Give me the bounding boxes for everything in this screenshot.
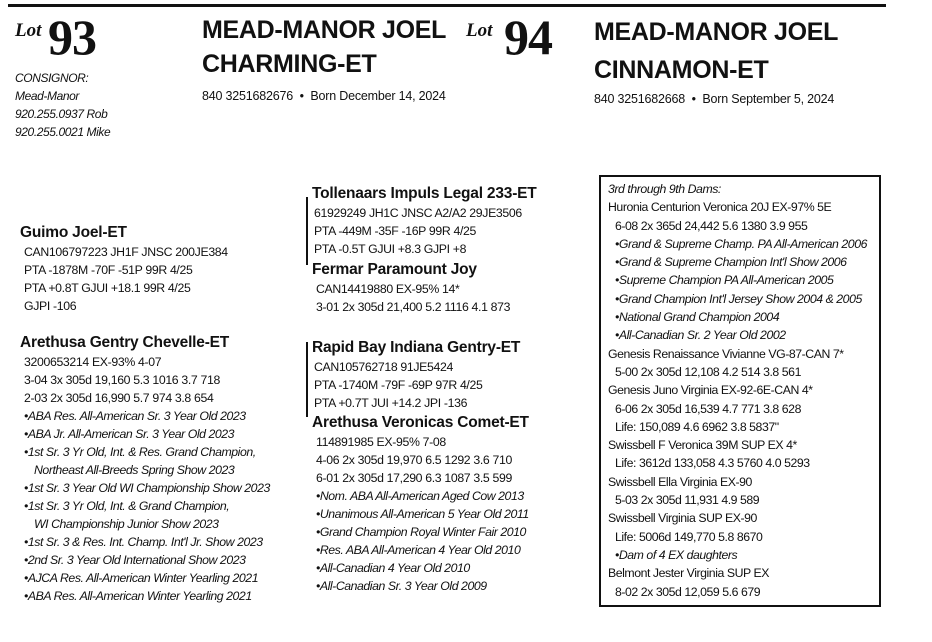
lot-93-label: Lot <box>15 20 42 41</box>
dam-dam-honor: •Unanimous All-American 5 Year Old 2011 <box>316 507 529 521</box>
dam-entry-record: Life: 150,089 4.6 6962 3.8 5837" <box>615 419 779 434</box>
dam-dam-honor: •Res. ABA All-American 4 Year Old 2010 <box>316 543 521 557</box>
dam-entry-name: Genesis Renaissance Vivianne VG-87-CAN 7* <box>608 346 844 361</box>
dam-dam-line: 6-01 2x 305d 17,290 6.3 1087 3.5 599 <box>316 471 512 485</box>
lot-94-number: 94 <box>504 9 552 65</box>
pedigree-rule <box>306 197 308 265</box>
dam-dam-honor: •Nom. ABA All-American Aged Cow 2013 <box>316 489 524 503</box>
lot-93-title-line2: CHARMING-ET <box>202 50 377 78</box>
lot-93-registration <box>202 89 446 103</box>
dam-entry-name: Swissbell F Veronica 39M SUP EX 4* <box>608 438 797 453</box>
dam-entry-honor: •Grand Champion Int'l Jersey Show 2004 & 2005 <box>615 291 862 306</box>
dam-honor: Northeast All-Breeds Spring Show 2023 <box>34 463 235 477</box>
lot-93-born: Born December 14, 2024 <box>310 89 446 103</box>
top-rule <box>8 4 886 7</box>
consignor-name: Mead-Manor <box>15 89 80 103</box>
dam-sire-line: PTA +0.7T JUI +14.2 JPI -136 <box>314 396 468 410</box>
dam-honor: •1st Sr. 3 Yr Old, Int. & Res. Grand Champion, <box>24 445 256 459</box>
dam-dam-block <box>312 413 529 595</box>
dam-sire-line: CAN105762718 91JE5424 <box>314 360 453 374</box>
consignor-block <box>15 69 110 141</box>
dam-entry-record: 5-03 2x 305d 11,931 4.9 589 <box>615 493 760 508</box>
dam-honor: •ABA Res. All-American Sr. 3 Year Old 2023 <box>24 409 246 423</box>
sire-block <box>20 223 228 315</box>
dam-entry-honor: •National Grand Champion 2004 <box>615 310 780 325</box>
dam-name: Arethusa Gentry Chevelle-ET <box>20 334 230 351</box>
dam-entry-honor: •Dam of 4 EX daughters <box>615 547 738 562</box>
lot-94-born: Born September 5, 2024 <box>702 92 835 106</box>
dam-honor: •1st Sr. 3 Yr Old, Int. & Grand Champion, <box>24 499 230 513</box>
bullet-separator: • <box>688 92 700 106</box>
consignor-phone: 920.255.0021 Mike <box>15 125 111 139</box>
lot-93-reg-id: 840 3251682676 <box>202 89 294 103</box>
sire-line: GJPI -106 <box>24 299 77 313</box>
lot-94-title-line2: CINNAMON-ET <box>594 56 769 84</box>
consignor-heading: CONSIGNOR: <box>15 71 89 85</box>
dam-sire-block <box>312 338 520 412</box>
sire-line: CAN106797223 JH1F JNSC 200JE384 <box>24 245 228 259</box>
sire-sire-name: Tollenaars Impuls Legal 233-ET <box>312 185 537 202</box>
lot-94-dams-box <box>599 175 881 607</box>
dam-entry-honor: •Grand & Supreme Champ. PA All-American 2006 <box>615 236 867 251</box>
bullet-separator: • <box>296 89 308 103</box>
sire-sire-block <box>312 184 537 258</box>
dam-dam-name: Arethusa Veronicas Comet-ET <box>312 414 529 431</box>
dam-entry-record: 6-06 2x 305d 16,539 4.7 771 3.8 628 <box>615 401 801 416</box>
dam-line: 3200653214 EX-93% 4-07 <box>24 355 162 369</box>
dam-dam-honor: •All-Canadian Sr. 3 Year Old 2009 <box>316 579 487 593</box>
dam-entry-name: Belmont Jester Virginia SUP EX <box>608 566 770 581</box>
dam-entry-record: 5-00 2x 305d 12,108 4.2 514 3.8 561 <box>615 364 801 379</box>
dam-honor: •ABA Res. All-American Winter Yearling 2021 <box>24 589 252 603</box>
sire-name: Guimo Joel-ET <box>20 224 127 241</box>
dam-honor: •2nd Sr. 3 Year Old International Show 2023 <box>24 553 246 567</box>
lot-93-title-line1: MEAD-MANOR JOEL <box>202 16 447 44</box>
sire-dam-name: Fermar Paramount Joy <box>312 261 477 278</box>
sire-line: PTA +0.8T GJUI +18.1 99R 4/25 <box>24 281 191 295</box>
pedigree-rule <box>306 342 308 417</box>
sire-line: PTA -1878M -70F -51P 99R 4/25 <box>24 263 193 277</box>
dams-heading: 3rd through 9th Dams: <box>608 182 721 196</box>
lot-94-label: Lot <box>466 20 493 41</box>
dams-list <box>608 180 867 601</box>
dam-dam-line: 114891985 EX-95% 7-08 <box>316 435 446 449</box>
dam-entry-honor: •Supreme Champion PA All-American 2005 <box>615 273 834 288</box>
dam-sire-line: PTA -1740M -79F -69P 97R 4/25 <box>314 378 483 392</box>
dam-entry-honor: •Grand & Supreme Champion Int'l Show 2006 <box>615 255 847 270</box>
sire-dam-line: 3-01 2x 305d 21,400 5.2 1116 4.1 873 <box>316 300 511 314</box>
dam-entry-record: Life: 3612d 133,058 4.3 5760 4.0 5293 <box>615 456 810 471</box>
dam-dam-line: 4-06 2x 305d 19,970 6.5 1292 3.6 710 <box>316 453 512 467</box>
dam-honor: •1st Sr. 3 Year Old WI Championship Show 2023 <box>24 481 270 495</box>
dam-sire-name: Rapid Bay Indiana Gentry-ET <box>312 339 521 356</box>
dam-entry-name: Swissbell Virginia SUP EX-90 <box>608 511 757 526</box>
dam-entry-record: Life: 5006d 149,770 5.8 8670 <box>615 529 763 544</box>
sire-sire-line: PTA -449M -35F -16P 99R 4/25 <box>314 224 476 238</box>
dam-entry-record: 6-08 2x 365d 24,442 5.6 1380 3.9 955 <box>615 218 808 233</box>
dam-entry-honor: •All-Canadian Sr. 2 Year Old 2002 <box>615 328 786 343</box>
dam-entry-record: 8-02 2x 305d 12,059 5.6 679 <box>615 584 761 599</box>
lot-93-number: 93 <box>48 9 96 65</box>
dam-dam-honor: •Grand Champion Royal Winter Fair 2010 <box>316 525 526 539</box>
dam-entry-name: Genesis Juno Virginia EX-92-6E-CAN 4* <box>608 383 813 398</box>
dam-honor: •ABA Jr. All-American Sr. 3 Year Old 2023 <box>24 427 235 441</box>
dam-line: 3-04 3x 305d 19,160 5.3 1016 3.7 718 <box>24 373 220 387</box>
dam-honor: •AJCA Res. All-American Winter Yearling 2021 <box>24 571 259 585</box>
dam-honor: WI Championship Junior Show 2023 <box>34 517 219 531</box>
sire-dam-line: CAN14419880 EX-95% 14* <box>316 282 460 296</box>
sire-sire-line: 61929249 JH1C JNSC A2/A2 29JE3506 <box>314 206 522 220</box>
sire-dam-block <box>312 260 510 316</box>
dam-line: 2-03 2x 305d 16,990 5.7 974 3.8 654 <box>24 391 214 405</box>
dam-entry-name: Huronia Centurion Veronica 20J EX-97% 5E <box>608 200 832 215</box>
sire-sire-line: PTA -0.5T GJUI +8.3 GJPI +8 <box>314 242 467 256</box>
lot-94-title-line1: MEAD-MANOR JOEL <box>594 18 839 46</box>
lot-94-registration <box>594 92 834 106</box>
consignor-phone: 920.255.0937 Rob <box>15 107 108 121</box>
lot-94-reg-id: 840 3251682668 <box>594 92 686 106</box>
dam-block <box>20 333 270 605</box>
dam-dam-honor: •All-Canadian 4 Year Old 2010 <box>316 561 470 575</box>
dam-entry-name: Swissbell Ella Virginia EX-90 <box>608 474 752 489</box>
dam-honor: •1st Sr. 3 & Res. Int. Champ. Int'l Jr. Show 2023 <box>24 535 263 549</box>
